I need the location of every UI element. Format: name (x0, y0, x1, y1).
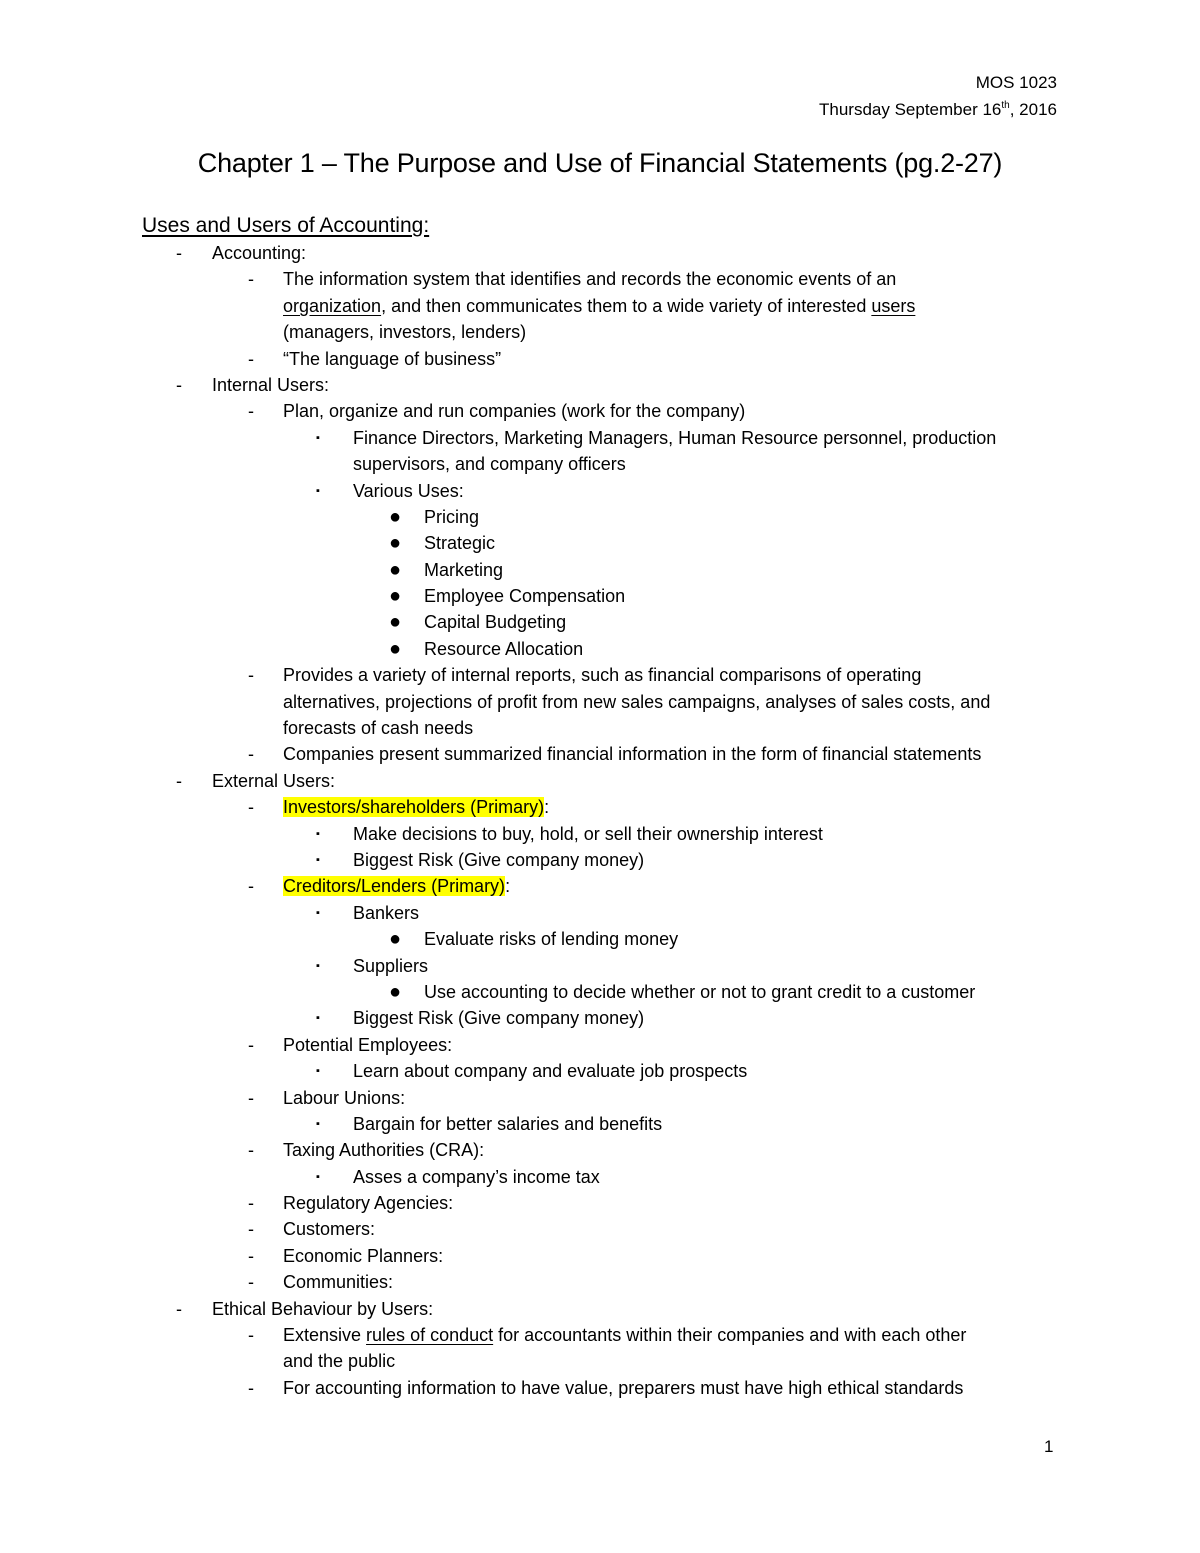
square-bullet-icon: ▪ (316, 1117, 320, 1130)
list-item (0, 953, 1200, 979)
list-item-text: supervisors, and company officers (353, 454, 626, 475)
dash-bullet-icon: - (248, 269, 254, 290)
list-item-text: Customers: (283, 1219, 376, 1240)
underlined-term: organization (283, 295, 382, 316)
list-item-text: forecasts of cash needs (283, 718, 474, 739)
list-item-text (283, 794, 549, 820)
list-item (0, 662, 1200, 688)
list-item-text: and the public (283, 1351, 396, 1372)
date-superscript: th (1001, 100, 1010, 111)
list-item-text: Communities: (283, 1272, 394, 1293)
list-item (0, 1085, 1200, 1111)
list-item-text: Ethical Behaviour by Users: (212, 1298, 434, 1319)
list-item-text: Capital Budgeting (424, 612, 567, 633)
dash-bullet-icon: - (248, 1034, 254, 1055)
list-item-text: Provides a variety of internal reports, such as financial comparisons of operating (283, 665, 922, 686)
list-item (0, 636, 1200, 662)
list-item-text: Employee Compensation (424, 586, 626, 607)
list-item (0, 979, 1200, 1005)
list-item-text: Biggest Risk (Give company money) (353, 849, 645, 870)
list-item-text: Bargain for better salaries and benefits (353, 1113, 663, 1134)
square-bullet-icon: ▪ (316, 1170, 320, 1183)
underlined-term: users (871, 295, 916, 316)
dash-bullet-icon: - (176, 1298, 182, 1319)
dot-bullet-icon: ● (389, 980, 402, 1003)
list-item-text: Make decisions to buy, hold, or sell their ownership interest (353, 823, 823, 844)
list-item-text: Finance Directors, Marketing Managers, Human Resource personnel, production (353, 427, 997, 448)
list-item (0, 425, 1200, 451)
underlined-term: rules of conduct (366, 1325, 494, 1346)
list-item (0, 240, 1200, 266)
list-item (0, 1190, 1200, 1216)
notes-outline (0, 240, 1200, 1401)
list-item (0, 1243, 1200, 1269)
list-item-text: Evaluate risks of lending money (424, 929, 679, 950)
list-item-text: The information system that identifies and records the economic events of an (283, 269, 897, 290)
date-prefix: Thursday September 16 (819, 100, 1002, 119)
list-item-continuation (0, 293, 1200, 319)
list-item (0, 873, 1200, 899)
list-item-continuation (0, 451, 1200, 477)
list-item-text: Plan, organize and run companies (work for the company) (283, 401, 746, 422)
dash-bullet-icon: - (176, 770, 182, 791)
list-item (0, 821, 1200, 847)
dot-bullet-icon: ● (389, 928, 402, 951)
list-item (0, 1322, 1200, 1348)
square-bullet-icon: ▪ (316, 1065, 320, 1078)
list-item-text (283, 293, 915, 319)
dash-bullet-icon: - (248, 1272, 254, 1293)
list-item (0, 926, 1200, 952)
dot-bullet-icon: ● (389, 532, 402, 555)
list-item-text: Biggest Risk (Give company money) (353, 1008, 645, 1029)
square-bullet-icon: ▪ (316, 959, 320, 972)
list-item-text: Labour Unions: (283, 1087, 406, 1108)
list-item-text: Regulatory Agencies: (283, 1193, 454, 1214)
list-item (0, 1058, 1200, 1084)
dot-bullet-icon: ● (389, 611, 402, 634)
list-item-continuation (0, 689, 1200, 715)
dash-bullet-icon: - (176, 243, 182, 263)
square-bullet-icon: ▪ (316, 484, 320, 497)
date-line (819, 100, 1057, 120)
list-item (0, 741, 1200, 767)
list-item-text: (managers, investors, lenders) (283, 322, 527, 343)
dash-bullet-icon: - (248, 1140, 254, 1161)
dash-bullet-icon: - (248, 876, 254, 897)
list-item-text: Marketing (424, 559, 504, 580)
list-item-text: Learn about company and evaluate job prospects (353, 1061, 748, 1082)
list-item (0, 1375, 1200, 1401)
list-item-continuation (0, 319, 1200, 345)
list-item (0, 1164, 1200, 1190)
list-item-text: “The language of business” (283, 348, 502, 369)
dash-bullet-icon: - (248, 1377, 254, 1398)
list-item (0, 557, 1200, 583)
list-item (0, 609, 1200, 635)
square-bullet-icon: ▪ (316, 906, 320, 919)
highlighted-term: Investors/shareholders (Primary) (283, 797, 545, 818)
dash-bullet-icon: - (248, 348, 254, 369)
section-heading: Uses and Users of Accounting: (142, 214, 430, 237)
list-item (0, 768, 1200, 794)
list-item (0, 346, 1200, 372)
list-item (0, 398, 1200, 424)
list-item-text: External Users: (212, 770, 336, 791)
list-item (0, 1296, 1200, 1322)
list-item (0, 847, 1200, 873)
square-bullet-icon: ▪ (316, 827, 320, 840)
list-item (0, 583, 1200, 609)
dash-bullet-icon: - (248, 1193, 254, 1214)
list-item-text (283, 873, 510, 899)
list-item-text (283, 1322, 966, 1348)
list-item-text: Suppliers (353, 955, 429, 976)
dash-bullet-icon: - (248, 1325, 254, 1346)
list-item-text: Strategic (424, 533, 496, 554)
text-run: , and then communicates them to a wide variety of interested (381, 295, 872, 316)
list-item (0, 1137, 1200, 1163)
list-item-text: Pricing (424, 506, 480, 527)
square-bullet-icon: ▪ (316, 853, 320, 866)
list-item-continuation (0, 715, 1200, 741)
list-item-text: Various Uses: (353, 480, 464, 501)
dash-bullet-icon: - (248, 744, 254, 765)
list-item-text: Companies present summarized financial information in the form of financial statements (283, 744, 982, 765)
text-run: Extensive (283, 1325, 367, 1346)
text-run: : (544, 797, 550, 818)
list-item (0, 1216, 1200, 1242)
page-number: 1 (1044, 1437, 1054, 1456)
list-item (0, 1005, 1200, 1031)
list-item-text: Resource Allocation (424, 638, 584, 659)
dash-bullet-icon: - (248, 665, 254, 686)
list-item-text: Economic Planners: (283, 1245, 444, 1266)
course-code: MOS 1023 (975, 73, 1057, 92)
list-item (0, 372, 1200, 398)
list-item-text: Bankers (353, 902, 420, 923)
list-item (0, 900, 1200, 926)
square-bullet-icon: ▪ (316, 1012, 320, 1025)
dash-bullet-icon: - (248, 1219, 254, 1240)
dash-bullet-icon: - (248, 1245, 254, 1266)
list-item (0, 1032, 1200, 1058)
list-item (0, 478, 1200, 504)
list-item-text: Taxing Authorities (CRA): (283, 1140, 485, 1161)
dot-bullet-icon: ● (389, 505, 402, 528)
highlighted-term: Creditors/Lenders (Primary) (283, 876, 506, 897)
dash-bullet-icon: - (248, 1087, 254, 1108)
dot-bullet-icon: ● (389, 585, 402, 608)
list-item (0, 794, 1200, 820)
text-run: for accountants within their companies and with each other (493, 1325, 967, 1346)
list-item (0, 530, 1200, 556)
dash-bullet-icon: - (176, 374, 182, 395)
list-item-continuation (0, 1348, 1200, 1374)
text-run: : (505, 876, 511, 897)
list-item-text: Potential Employees: (283, 1034, 453, 1055)
dot-bullet-icon: ● (389, 558, 402, 581)
list-item (0, 1269, 1200, 1295)
page-title: Chapter 1 – The Purpose and Use of Financial Statements (pg.2-27) (197, 148, 1003, 178)
list-item-text: alternatives, projections of profit from new sales campaigns, analyses of sales costs, and (283, 691, 991, 712)
list-item-text: Use accounting to decide whether or not to grant credit to a customer (424, 981, 976, 1002)
list-item (0, 266, 1200, 292)
dash-bullet-icon: - (248, 797, 254, 818)
square-bullet-icon: ▪ (316, 431, 320, 444)
dash-bullet-icon: - (248, 401, 254, 422)
list-item (0, 1111, 1200, 1137)
dot-bullet-icon: ● (389, 637, 402, 660)
list-item-text: Internal Users: (212, 374, 330, 395)
date-suffix: , 2016 (1009, 100, 1057, 119)
list-item (0, 504, 1200, 530)
list-item-text: Asses a company’s income tax (353, 1166, 600, 1187)
list-item-text: Accounting: (212, 243, 307, 263)
list-item-text: For accounting information to have value, preparers must have high ethical standards (283, 1377, 964, 1398)
